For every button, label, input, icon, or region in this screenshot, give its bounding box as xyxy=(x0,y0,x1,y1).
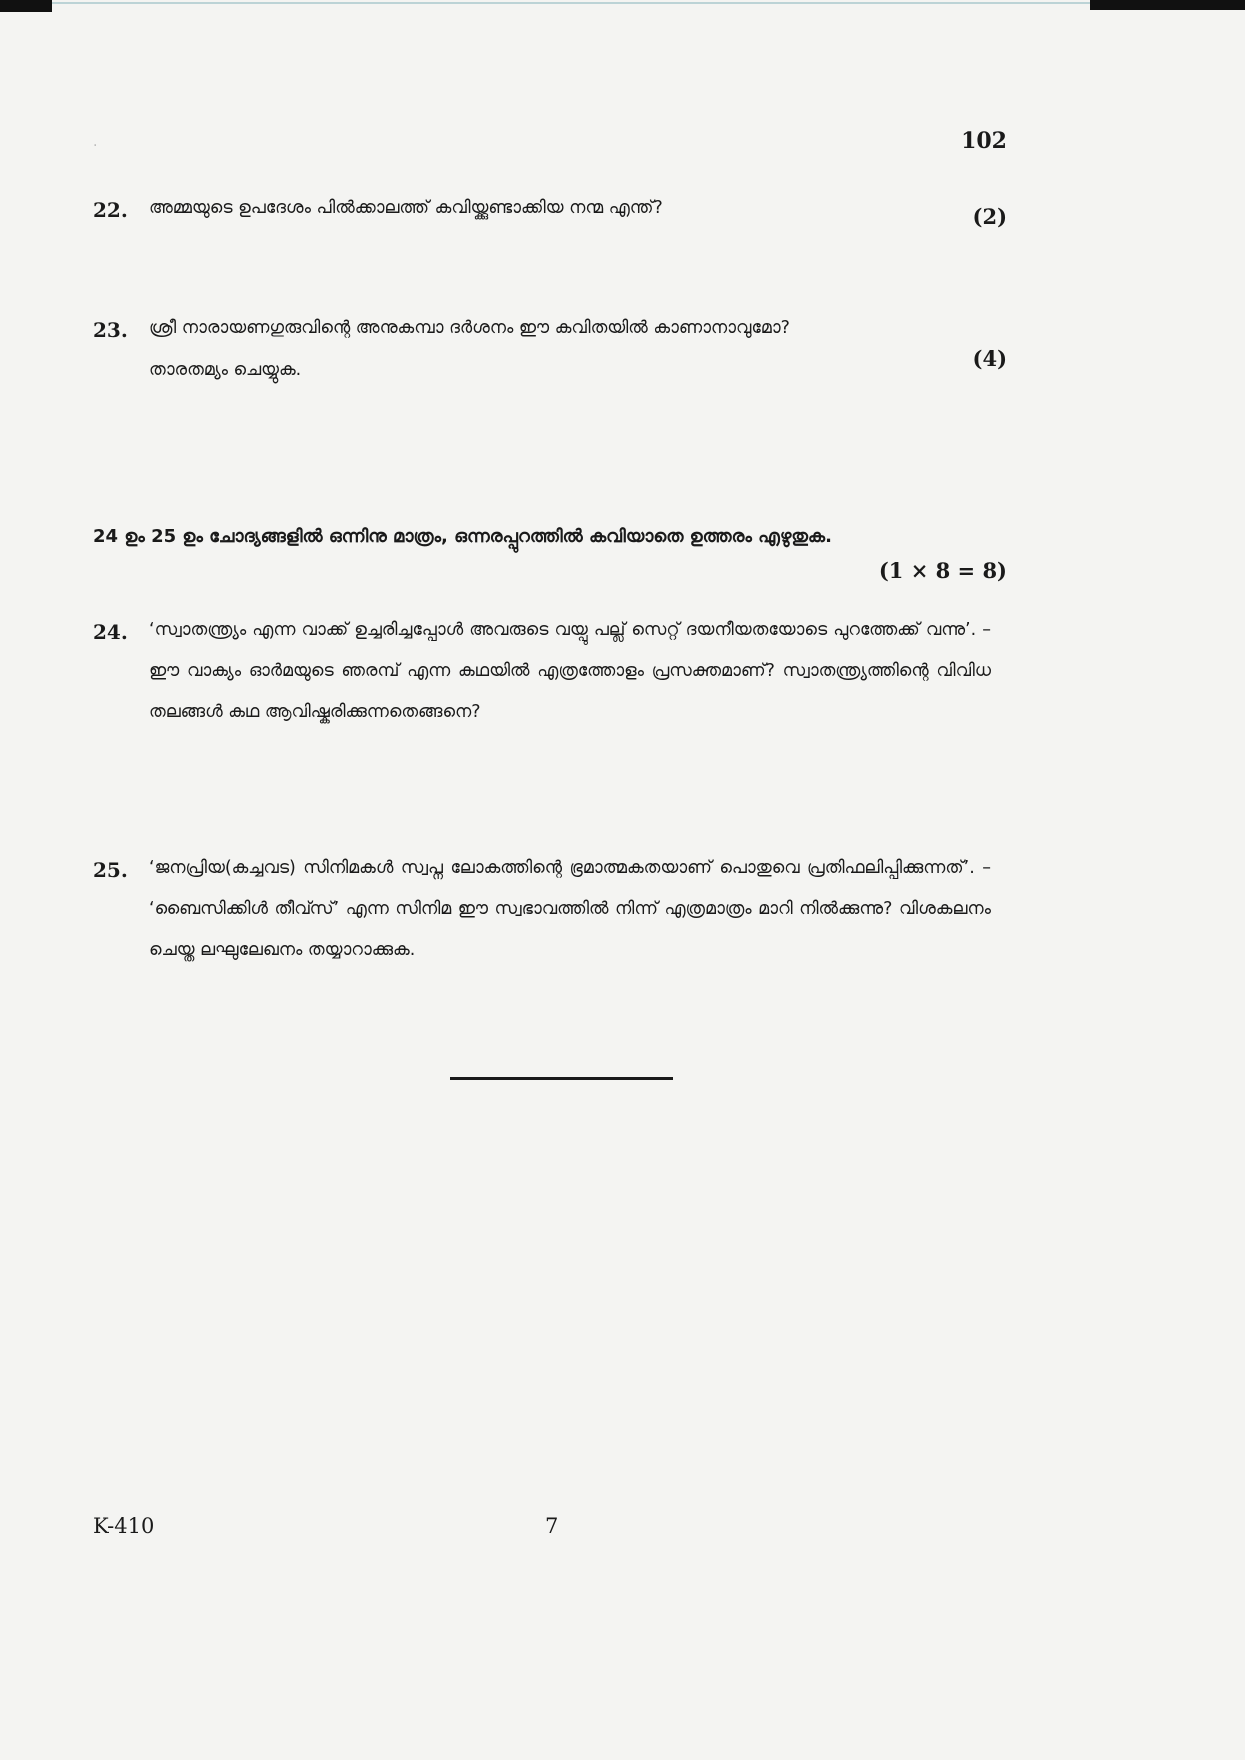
page-code: 102 xyxy=(961,128,1007,154)
question-text: അമ്മയുടെ ഉപദേശം പിൽക്കാലത്ത് കവിയ്ക്കുണ്ടാക്കിയ നന്മ എന്ത്? xyxy=(149,198,663,218)
section-instruction xyxy=(93,516,1007,583)
instruction-marks: (1 × 8 = 8) xyxy=(878,558,1007,583)
question-text-line1: ശ്രീ നാരായണഗുരുവിന്റെ അനുകമ്പാ ദർശനം ഈ കവിതയിൽ കാണാനാവുമോ? xyxy=(149,318,790,338)
end-rule xyxy=(450,1077,673,1080)
scan-edge-mark xyxy=(0,0,52,12)
scan-top-line xyxy=(52,2,1092,4)
question-number: 25. xyxy=(93,858,128,882)
question-text: ‘സ്വാതന്ത്ര്യം എന്ന വാക്ക് ഉച്ചരിച്ചപ്പോൾ അവരുടെ വയ്പു പല്ല് സെറ്റ് ദയനീയതയോടെ പുറത്തേക്ക് വന്നു’. – ഈ വാക്യം ഓർമയുടെ ഞരമ്പ് എന്ന കഥയിൽ എത്രത്തോളം പ്രസക്തമാണ്? സ്വാതന്ത്ര്യത്തിന്റെ വിവിധ തലങ്ങൾ കഥ ആവിഷ്കരിക്കുന്നതെങ്ങനെ? xyxy=(149,620,991,722)
faint-corner-mark: · xyxy=(93,138,98,154)
scan-edge-mark xyxy=(1090,0,1245,10)
page-number: 7 xyxy=(545,1514,559,1538)
question-marks: (2) xyxy=(972,204,1007,229)
question-number: 22. xyxy=(93,198,128,222)
question-text: ‘ജനപ്രിയ(കച്ചവട) സിനിമകൾ സ്വപ്ന ലോകത്തിന്റെ ഭ്രമാത്മകതയാണ് പൊതുവെ പ്രതിഫലിപ്പിക്കുന്നത്’. – ‘ബൈസിക്കിൾ തീവ്സ്’ എന്ന സിനിമ ഈ സ്വഭാവത്തിൽ നിന്ന് എത്രമാത്രം മാറി നിൽക്കുന്നു? വിശകലനം ചെയ്ത ലഘുലേഖനം തയ്യാറാക്കുക. xyxy=(149,858,991,960)
question-marks: (4) xyxy=(972,346,1007,371)
question-number: 23. xyxy=(93,318,128,342)
paper-code: K-410 xyxy=(93,1514,155,1538)
question-number: 24. xyxy=(93,620,128,644)
question-text-line2: താരതമ്യം ചെയ്യുക. xyxy=(149,360,302,380)
instruction-text: 24 ഉം 25 ഉം ചോദ്യങ്ങളിൽ ഒന്നിനു മാത്രം, ഒന്നരപ്പുറത്തിൽ കവിയാതെ ഉത്തരം എഴുതുക. xyxy=(93,526,832,547)
